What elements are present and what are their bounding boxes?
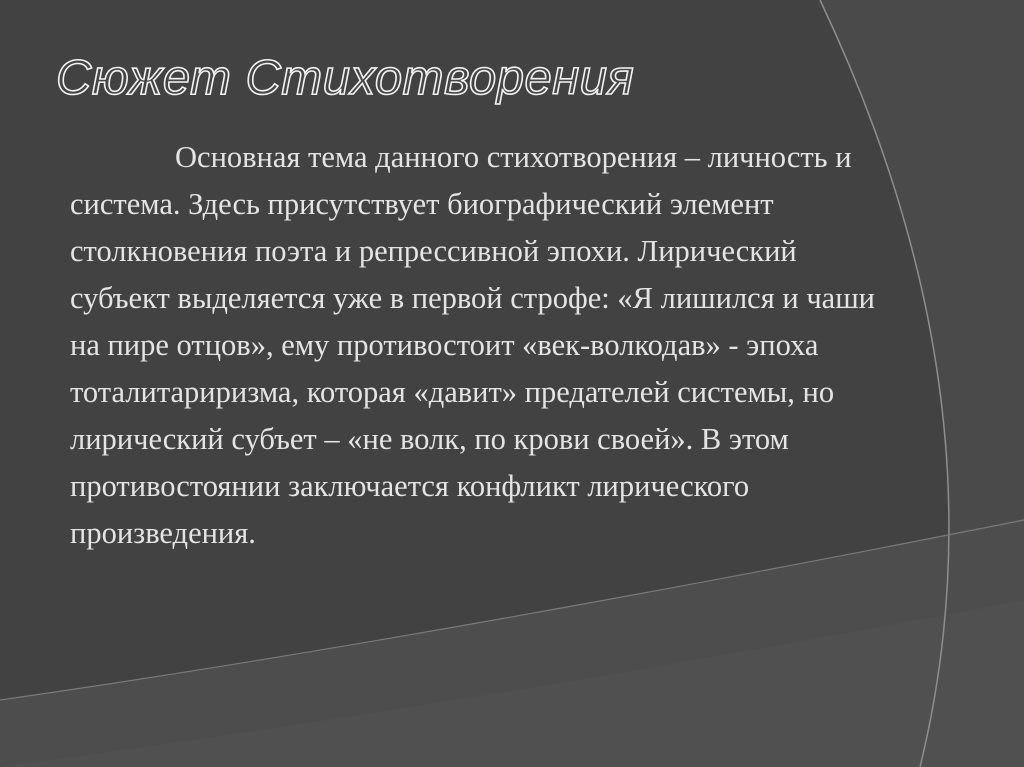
slide-title: Сюжет Стихотворения xyxy=(56,51,635,105)
slide-body-text: Основная тема данного стихотворения – личность и система. Здесь присутствует биографический элемент столкновения поэта и репрессивной эпохи. Лирический субъект выделяется уже в первой строфе: «Я лишился и чаши на пире отцов», ему противостоит «век-волкодав» - эпоха тоталитариризма, которая «давит» предателей системы, но лирический субъет – «не волк, по крови своей». В этом противостоянии заключается конфликт лирического произведения. xyxy=(70,140,876,550)
